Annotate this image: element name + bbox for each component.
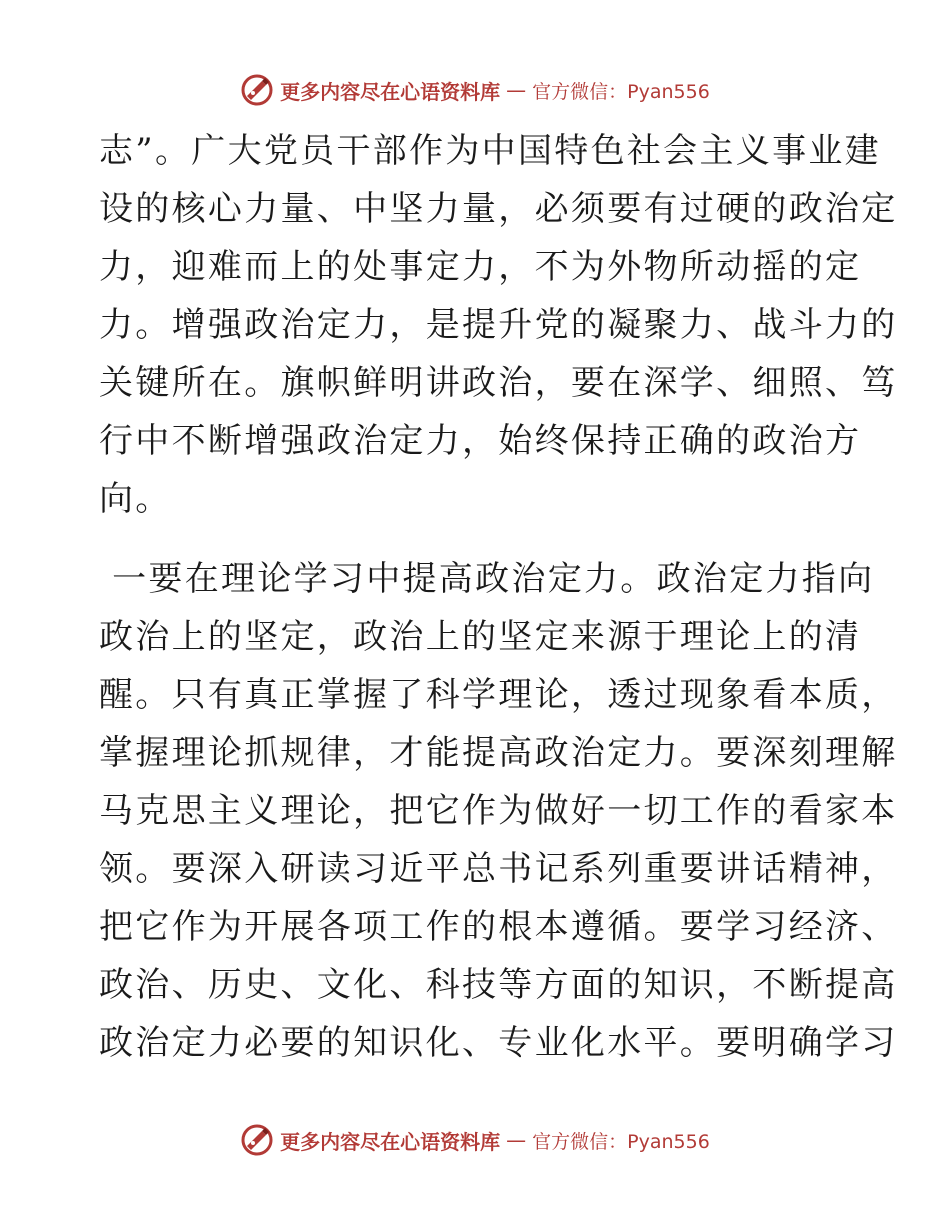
text-line: 关键所在。旗帜鲜明讲政治，要在深学、细照、笃 (99, 363, 898, 403)
brand-logo-icon (240, 73, 274, 107)
text-line: 把它作为开展各项工作的根本遵循。要学习经济、 (99, 907, 898, 947)
text-line: 掌握理论抓规律，才能提高政治定力。要深刻理解 (99, 733, 898, 773)
header-brand-text: 更多内容尽在心语资料库 (280, 79, 501, 104)
text-line: 向。 (99, 479, 172, 519)
text-line: 力。增强政治定力，是提升党的凝聚力、战斗力的 (99, 305, 898, 345)
footer-dash: — (506, 1128, 527, 1152)
paragraph-1 (99, 122, 898, 528)
text-line: 领。要深入研读习近平总书记系列重要讲话精神， (99, 849, 898, 889)
header-dash: — (506, 78, 527, 102)
header-wechat-text: 官方微信：Pyan556 (532, 80, 710, 103)
paragraph-2 (99, 550, 898, 1072)
document-body (99, 122, 898, 1072)
text-line: 力，迎难而上的处事定力，不为外物所动摇的定 (99, 247, 862, 287)
text-line: 行中不断增强政治定力，始终保持正确的政治方 (99, 421, 862, 461)
text-line: 一要在理论学习中提高政治定力。政治定力指向 (99, 559, 875, 599)
header-banner (0, 70, 950, 110)
footer-banner (0, 1120, 950, 1160)
text-line: 政治上的坚定，政治上的坚定来源于理论上的清 (99, 617, 862, 657)
footer-brand-text: 更多内容尽在心语资料库 (280, 1129, 501, 1154)
footer-wechat-text: 官方微信：Pyan556 (532, 1130, 710, 1153)
text-line: 政治定力必要的知识化、专业化水平。要明确学习 (99, 1023, 898, 1063)
paragraph-spacer (99, 528, 859, 550)
text-line: 马克思主义理论，把它作为做好一切工作的看家本 (99, 791, 898, 831)
text-line: 醒。只有真正掌握了科学理论，透过现象看本质， (99, 675, 898, 715)
text-line: 设的核心力量、中坚力量，必须要有过硬的政治定 (99, 189, 898, 229)
brand-logo-icon (240, 1123, 274, 1157)
text-line: 志”。广大党员干部作为中国特色社会主义事业建 (99, 131, 881, 171)
text-line: 政治、历史、文化、科技等方面的知识，不断提高 (99, 965, 898, 1005)
